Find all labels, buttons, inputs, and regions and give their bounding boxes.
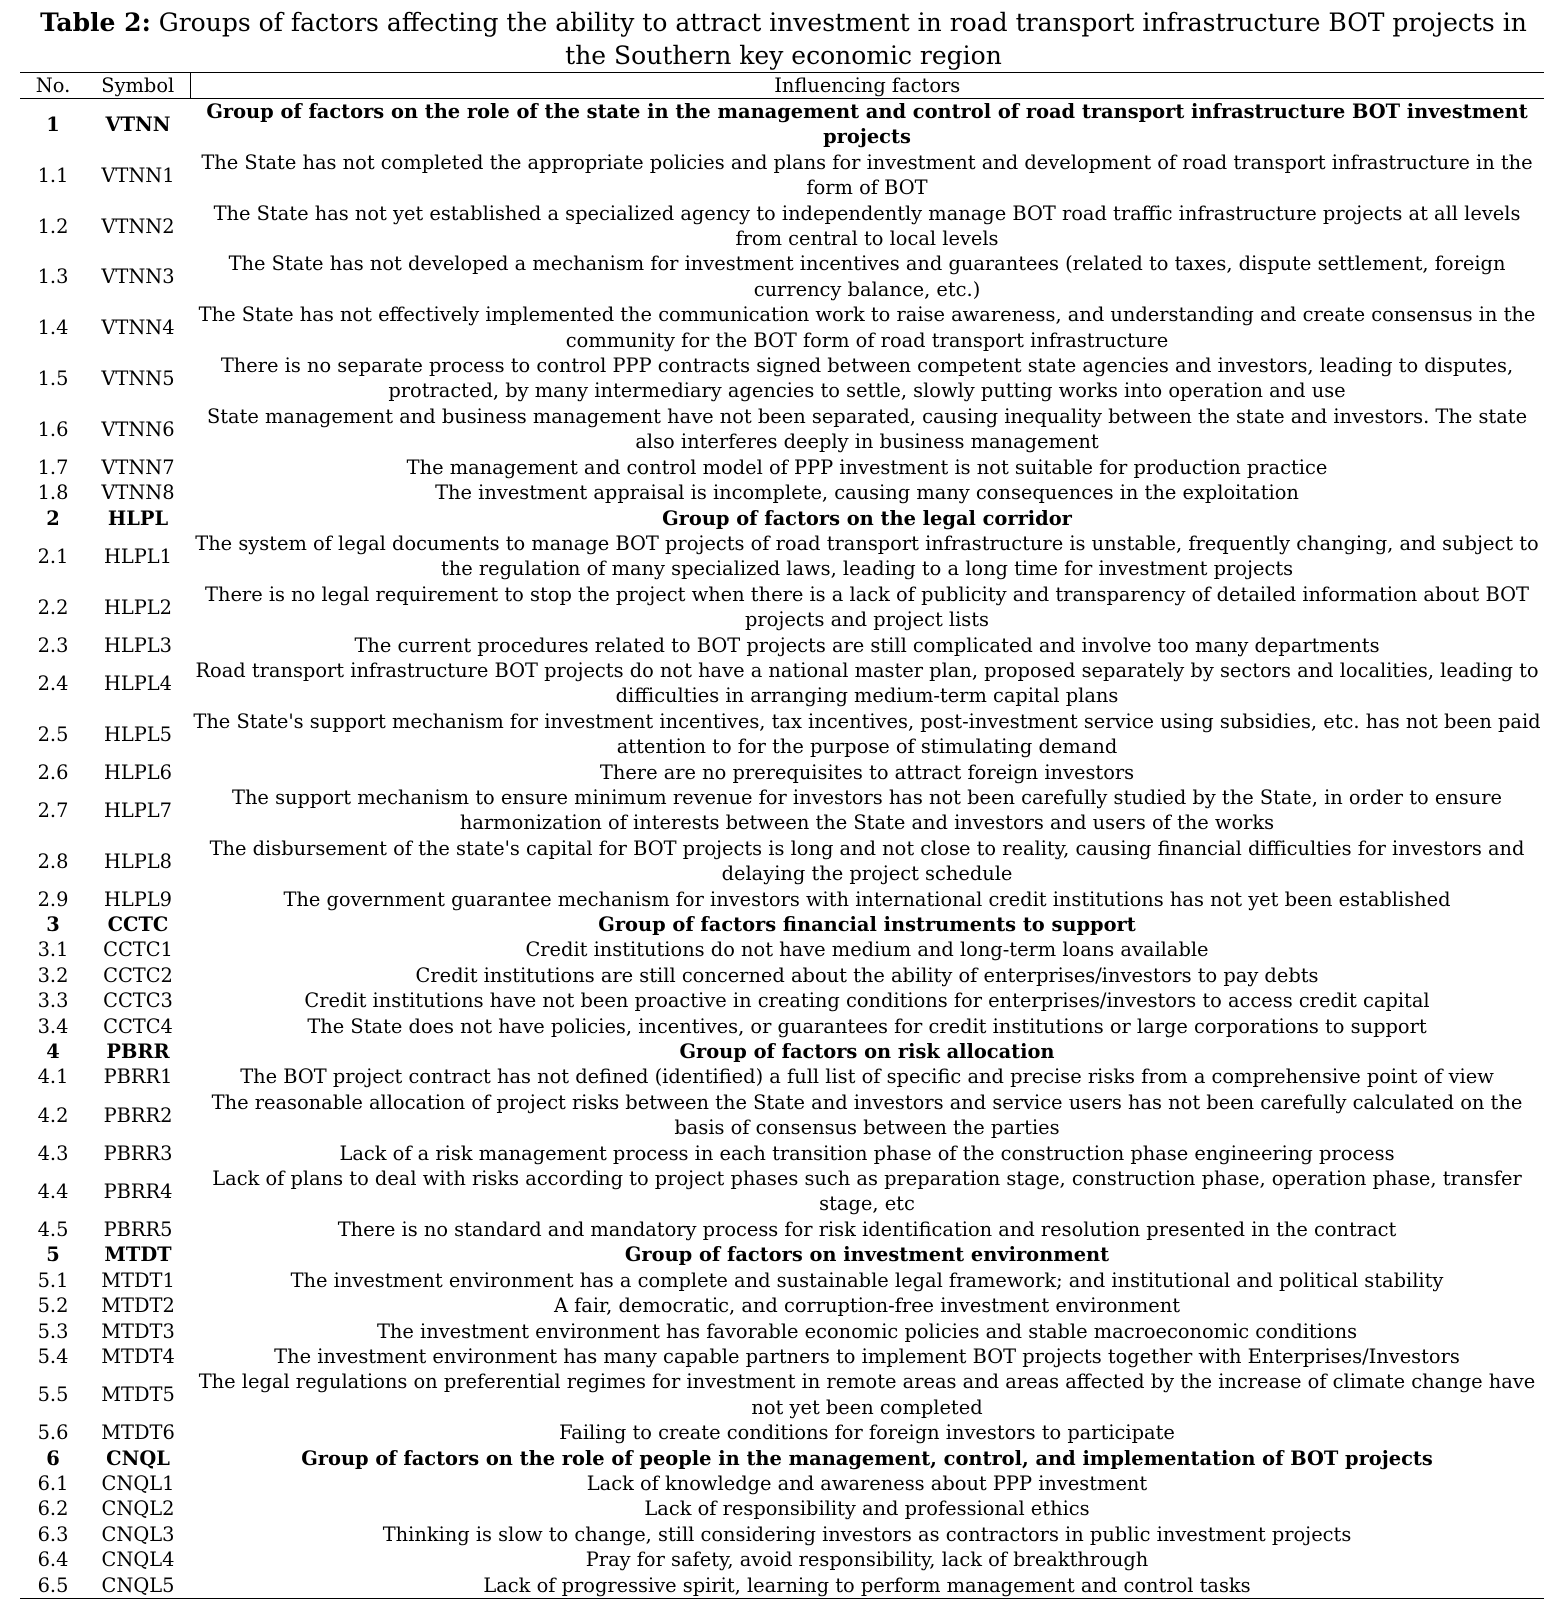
factor-description: The disbursement of the state's capital for BOT projects is long and not close to reality, causing financial difficulties for investors and delaying the project schedule — [209, 836, 1525, 886]
row-symbol: MTDT6 — [101, 1421, 175, 1445]
row-symbol: MTDT — [104, 1243, 172, 1267]
factor-description: The State's support mechanism for investment incentives, tax incentives, post-investment service using subsidies, etc. has not been paid attention to for the purpose of stimulating demand — [193, 709, 1541, 759]
row-symbol: HLPL4 — [103, 671, 173, 695]
factor-description: A fair, democratic, and corruption-free investment environment — [553, 1294, 1181, 1318]
row-number: 2.4 — [37, 671, 69, 695]
row-number: 6.3 — [37, 1522, 69, 1546]
row-number: 4.3 — [37, 1141, 69, 1165]
row-symbol: MTDT2 — [101, 1294, 175, 1318]
factor-description: Credit institutions do not have medium and long-term loans available — [525, 938, 1209, 962]
factor-description: Lack of responsibility and professional ethics — [644, 1497, 1090, 1521]
row-symbol: PBRR4 — [103, 1179, 173, 1203]
row-symbol: PBRR — [106, 1040, 170, 1064]
group-row — [20, 1446, 1544, 1471]
factor-description: Credit institutions are still concerned about the ability of enterprises/investors to pay debts — [415, 963, 1319, 987]
group-row — [20, 99, 1544, 150]
row-number: 2 — [46, 506, 60, 530]
table-row — [20, 1344, 1544, 1369]
row-symbol: CNQL — [106, 1446, 170, 1470]
table-row — [20, 1293, 1544, 1318]
factor-description: The government guarantee mechanism for investors with international credit institutions has not yet been established — [283, 887, 1451, 911]
factor-description: The legal regulations on preferential regimes for investment in remote areas and areas affected by the increase of climate change have not yet been completed — [198, 1370, 1536, 1419]
row-symbol: CNQL5 — [86, 1573, 190, 1599]
table-row — [20, 1369, 1544, 1420]
group-title: Group of factors on the role of the state in the management and control of road transport infrastructure BOT investment projects — [206, 100, 1528, 149]
row-symbol: CNQL2 — [101, 1497, 175, 1521]
group-row — [20, 1039, 1544, 1064]
table-row — [20, 582, 1544, 633]
row-symbol: PBRR5 — [103, 1217, 173, 1241]
factors-table — [20, 72, 1544, 1599]
row-number: 6.4 — [37, 1548, 69, 1572]
table-body — [20, 99, 1544, 1599]
table-row — [20, 937, 1544, 962]
table-row — [20, 251, 1544, 302]
row-symbol: HLPL8 — [103, 849, 173, 873]
row-symbol: VTNN3 — [101, 265, 175, 289]
row-number: 3 — [46, 913, 60, 936]
row-symbol: CCTC — [107, 913, 169, 936]
table-header-row — [20, 73, 1544, 99]
row-number: 4.2 — [37, 1103, 69, 1127]
group-row — [20, 912, 1544, 937]
row-symbol: CNQL3 — [101, 1522, 175, 1546]
row-symbol: VTNN6 — [101, 417, 175, 441]
factor-description: The current procedures related to BOT projects are still complicated and involve too many departments — [354, 633, 1380, 657]
row-number: 1.2 — [37, 214, 69, 238]
row-number: 2.2 — [37, 595, 69, 619]
table-row — [20, 887, 1544, 912]
group-title: Group of factors on risk allocation — [679, 1040, 1055, 1064]
row-number: 2.1 — [37, 544, 69, 568]
factor-description: Road transport infrastructure BOT projects do not have a national master plan, proposed separately by sectors and localities, leading to difficulties in arranging medium-term capital plans — [195, 658, 1539, 708]
table-row — [20, 1319, 1544, 1344]
row-symbol: CCTC1 — [103, 938, 173, 962]
factor-description: Lack of progressive spirit, learning to perform management and control tasks — [190, 1573, 1544, 1599]
row-number: 3.4 — [37, 1014, 69, 1038]
factor-description: The investment appraisal is incomplete, causing many consequences in the exploitation — [435, 481, 1299, 505]
table-row — [20, 302, 1544, 353]
factor-description: The investment environment has favorable economic policies and stable macroeconomic conditions — [376, 1319, 1358, 1343]
row-number: 4.4 — [37, 1179, 69, 1203]
table-row — [20, 150, 1544, 201]
row-symbol: CCTC4 — [103, 1014, 173, 1038]
table-row — [20, 785, 1544, 836]
row-symbol: VTNN — [105, 112, 171, 136]
factor-description: The system of legal documents to manage BOT projects of road transport infrastructure is unstable, frequently changing, and subject to the regulation of many specialized laws, leading to a long time for investment projects — [195, 531, 1539, 581]
table-caption-text: Groups of factors affecting the ability to attract investment in road transport infrastructure BOT projects in the Southern key economic region — [158, 8, 1527, 70]
row-number: 5 — [46, 1243, 60, 1267]
factor-description: State management and business management have not been separated, causing inequality between the state and investors. The state also interferes deeply in business management — [206, 404, 1528, 454]
factor-description: The State has not developed a mechanism for investment incentives and guarantees (related to taxes, dispute settlement, foreign currency balance, etc.) — [228, 252, 1506, 301]
factor-description: There is no legal requirement to stop the project when there is a lack of publicity and transparency of detailed information about BOT projects and project lists — [205, 582, 1529, 632]
row-symbol: VTNN2 — [101, 214, 175, 238]
row-symbol: PBRR2 — [103, 1103, 173, 1127]
table-row — [20, 480, 1544, 505]
factor-description: The State does not have policies, incentives, or guarantees for credit institutions or large corporations to support — [307, 1014, 1427, 1038]
row-symbol: HLPL9 — [103, 887, 173, 911]
table-row — [20, 760, 1544, 785]
factor-description: The management and control model of PPP investment is not suitable for production practice — [406, 455, 1328, 479]
group-title: Group of factors on the role of people in the management, control, and implementation of BOT projects — [301, 1446, 1433, 1470]
table-caption — [20, 6, 1547, 72]
row-symbol: VTNN5 — [101, 366, 175, 390]
factor-description: There is no standard and mandatory process for risk identification and resolution presented in the contract — [337, 1217, 1397, 1241]
factor-description: The State has not effectively implemented the communication work to raise awareness, and understanding and create consensus in the community for the BOT form of road transport infrastructure — [198, 303, 1536, 352]
row-symbol: PBRR3 — [103, 1141, 173, 1165]
group-title: Group of factors on investment environment — [624, 1243, 1110, 1267]
factor-description: The investment environment has a complete and sustainable legal framework; and institutional and political stability — [290, 1268, 1444, 1292]
row-number: 5.4 — [37, 1344, 69, 1368]
table-caption-label: Table 2: — [40, 8, 151, 37]
row-number: 1 — [46, 112, 60, 136]
row-number: 5.2 — [37, 1294, 69, 1318]
group-title: Group of factors on the legal corridor — [662, 506, 1072, 530]
row-symbol: MTDT4 — [101, 1344, 175, 1368]
row-number: 5.1 — [37, 1268, 69, 1292]
factor-description: Credit institutions have not been proactive in creating conditions for enterprises/investors to access credit capital — [304, 989, 1430, 1013]
row-symbol: VTNN7 — [101, 455, 175, 479]
factor-description: The BOT project contract has not defined (identified) a full list of specific and precise risks from a comprehensive point of view — [240, 1065, 1494, 1089]
row-symbol: HLPL7 — [103, 798, 173, 822]
table-row — [20, 1141, 1544, 1166]
row-number: 5.5 — [37, 1383, 69, 1407]
row-symbol: MTDT3 — [101, 1319, 175, 1343]
row-number: 1.7 — [37, 455, 69, 479]
row-number: 3.2 — [37, 963, 69, 987]
row-number: 1.4 — [37, 316, 69, 340]
factor-description: Lack of knowledge and awareness about PPP investment — [586, 1471, 1148, 1495]
row-symbol: PBRR1 — [103, 1065, 173, 1089]
row-number: 3.3 — [37, 989, 69, 1013]
row-symbol: HLPL — [107, 506, 169, 530]
row-symbol: CNQL4 — [101, 1548, 175, 1572]
factor-description: The reasonable allocation of project risks between the State and investors and service users has not been carefully calculated on the basis of consensus between the parties — [211, 1090, 1523, 1140]
table-row — [20, 633, 1544, 658]
table-row — [20, 1217, 1544, 1242]
row-symbol: HLPL6 — [103, 760, 173, 784]
row-symbol: VTNN4 — [101, 316, 175, 340]
table-row — [20, 1064, 1544, 1089]
factor-description: Lack of plans to deal with risks according to project phases such as preparation stage, construction phase, operation phase, transfer stage, etc — [212, 1167, 1522, 1216]
row-number: 4.5 — [37, 1217, 69, 1241]
group-title: Group of factors financial instruments to support — [598, 913, 1136, 936]
row-number: 5.3 — [37, 1319, 69, 1343]
table-row — [20, 963, 1544, 988]
row-symbol: CNQL1 — [101, 1471, 175, 1495]
header-symbol: Symbol — [86, 73, 190, 99]
row-number: 3.1 — [37, 938, 69, 962]
table-row — [20, 836, 1544, 887]
row-number: 2.6 — [37, 760, 69, 784]
row-number: 4 — [46, 1040, 60, 1064]
table-row — [20, 658, 1544, 709]
table-row — [20, 1090, 1544, 1141]
table-row — [20, 1522, 1544, 1547]
row-number: 4.1 — [37, 1065, 69, 1089]
row-symbol: HLPL3 — [103, 633, 173, 657]
row-symbol: CCTC2 — [103, 963, 173, 987]
row-number: 6.5 — [20, 1573, 86, 1599]
row-symbol: HLPL1 — [103, 544, 173, 568]
group-row — [20, 1242, 1544, 1267]
factor-description: Failing to create conditions for foreign investors to participate — [559, 1421, 1175, 1445]
table-row — [20, 1014, 1544, 1039]
row-number: 1.5 — [37, 366, 69, 390]
header-no: No. — [20, 73, 86, 99]
row-symbol: VTNN8 — [101, 481, 175, 505]
factor-description: The support mechanism to ensure minimum revenue for investors has not been carefully studied by the State, in order to ensure harmonization of interests between the State and investors and users of the works — [232, 785, 1502, 835]
factor-description: Pray for safety, avoid responsibility, lack of breakthrough — [585, 1548, 1149, 1572]
row-number: 1.3 — [37, 265, 69, 289]
table-row — [20, 1268, 1544, 1293]
row-number: 1.1 — [37, 163, 69, 187]
header-influencing-factors: Influencing factors — [190, 73, 1544, 99]
table-row — [20, 1573, 1544, 1599]
row-symbol: MTDT5 — [101, 1383, 175, 1407]
row-number: 1.6 — [37, 417, 69, 441]
row-number: 6.1 — [37, 1471, 69, 1495]
factor-description: There are no prerequisites to attract foreign investors — [599, 760, 1135, 784]
row-symbol: HLPL5 — [103, 722, 173, 746]
table-row — [20, 1496, 1544, 1521]
table-row — [20, 1471, 1544, 1496]
table-row — [20, 988, 1544, 1013]
table-row — [20, 1420, 1544, 1445]
factor-description: The investment environment has many capable partners to implement BOT projects together with Enterprises/Investors — [274, 1344, 1460, 1368]
row-symbol: CCTC3 — [103, 989, 173, 1013]
table-row — [20, 353, 1544, 404]
factor-description: Lack of a risk management process in each transition phase of the construction phase engineering process — [339, 1141, 1395, 1165]
group-row — [20, 506, 1544, 531]
row-symbol: VTNN1 — [101, 163, 175, 187]
row-number: 6 — [46, 1446, 60, 1470]
table-row — [20, 455, 1544, 480]
row-number: 6.2 — [37, 1497, 69, 1521]
row-number: 1.8 — [37, 481, 69, 505]
row-symbol: HLPL2 — [103, 595, 173, 619]
factor-description: The State has not completed the appropriate policies and plans for investment and development of road transport infrastructure in the form of BOT — [201, 150, 1533, 200]
factor-description: There is no separate process to control PPP contracts signed between competent state agencies and investors, leading to disputes, protracted, by many intermediary agencies to settle, slowly putting works into operation and use — [220, 354, 1514, 403]
table-row — [20, 201, 1544, 252]
row-number: 2.3 — [37, 633, 69, 657]
row-symbol: MTDT1 — [101, 1268, 175, 1292]
row-number: 2.7 — [37, 798, 69, 822]
factor-description: Thinking is slow to change, still considering investors as contractors in public investment projects — [382, 1522, 1352, 1546]
table-row — [20, 1166, 1544, 1217]
table-row — [20, 709, 1544, 760]
row-number: 5.6 — [37, 1421, 69, 1445]
row-number: 2.9 — [37, 887, 69, 911]
table-row — [20, 531, 1544, 582]
row-number: 2.8 — [37, 849, 69, 873]
table-row — [20, 404, 1544, 455]
factor-description: The State has not yet established a specialized agency to independently manage BOT road traffic infrastructure projects at all levels from central to local levels — [213, 201, 1521, 251]
row-number: 2.5 — [37, 722, 69, 746]
